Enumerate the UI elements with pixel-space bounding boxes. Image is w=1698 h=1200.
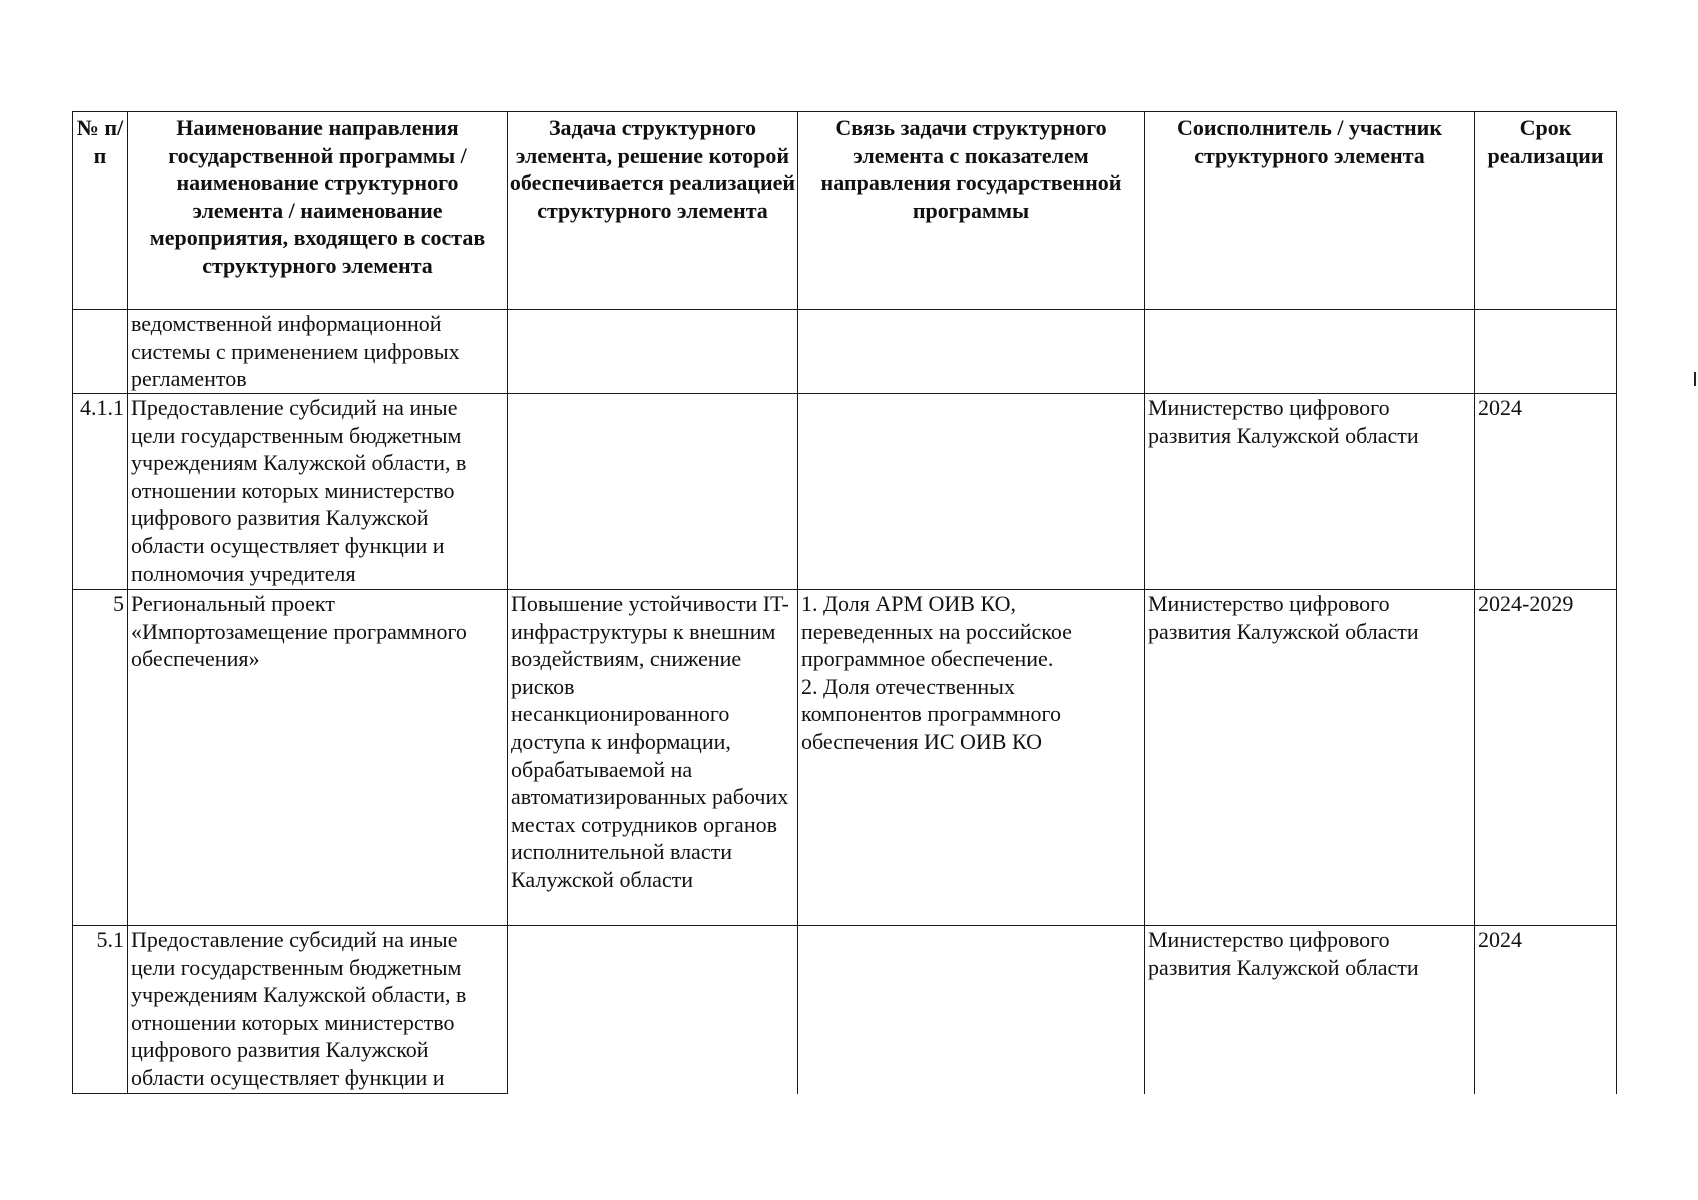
row-term: 2024-2029 xyxy=(1475,590,1617,926)
row-link xyxy=(798,926,1145,1094)
row-link: 1. Доля АРМ ОИВ КО, переведенных на российское программное обеспечение. 2. Доля отечественных компонентов программного обеспечения ИС ОИВ КО xyxy=(798,590,1145,926)
row-term: 2024 xyxy=(1475,394,1617,590)
row-executor: Министерство цифрового развития Калужской области xyxy=(1145,590,1475,926)
row-task xyxy=(508,926,798,1094)
row-name: Предоставление субсидий на иные цели государственным бюджетным учреждениям Калужской области, в отношении которых министерство цифрового развития Калужской области осуществляет функции и полномочия учредителя xyxy=(128,394,508,590)
row-executor xyxy=(1145,310,1475,394)
row-task: Повышение устойчивости IT-инфраструктуры к внешним воздействиям, снижение рисков несанкционированного доступа к информации, обрабатываемой на автоматизированных рабочих местах сотрудников органов исполнительной власти Калужской области xyxy=(508,590,798,926)
table-row xyxy=(73,590,1617,926)
program-table xyxy=(72,111,1617,1094)
row-link xyxy=(798,394,1145,590)
scan-margin-mark xyxy=(1694,372,1696,386)
header-term: Срок реализации xyxy=(1475,112,1617,310)
header-executor: Соисполнитель / участник структурного элемента xyxy=(1145,112,1475,310)
row-executor: Министерство цифрового развития Калужской области xyxy=(1145,394,1475,590)
row-num xyxy=(73,310,128,394)
row-num: 4.1.1 xyxy=(73,394,128,590)
row-name: ведомственной информационной системы с применением цифровых регламентов xyxy=(128,310,508,394)
row-num: 5.1 xyxy=(73,926,128,1094)
row-task xyxy=(508,310,798,394)
header-task: Задача структурного элемента, решение которой обеспечивается реализацией структурного элемента xyxy=(508,112,798,310)
row-link xyxy=(798,310,1145,394)
row-task xyxy=(508,394,798,590)
row-executor: Министерство цифрового развития Калужской области xyxy=(1145,926,1475,1094)
table-row xyxy=(73,310,1617,394)
header-link: Связь задачи структурного элемента с показателем направления государственной программы xyxy=(798,112,1145,310)
table-header-row xyxy=(73,112,1617,310)
header-num: № п/п xyxy=(73,112,128,310)
row-term: 2024 xyxy=(1475,926,1617,1094)
row-name: Предоставление субсидий на иные цели государственным бюджетным учреждениям Калужской области, в отношении которых министерство цифрового развития Калужской области осуществляет функции и xyxy=(128,926,508,1094)
row-name: Региональный проект «Импортозамещение программного обеспечения» xyxy=(128,590,508,926)
row-term xyxy=(1475,310,1617,394)
table-row xyxy=(73,394,1617,590)
header-name: Наименование направления государственной программы / наименование структурного элемента / наименование мероприятия, входящего в состав структурного элемента xyxy=(128,112,508,310)
table-row xyxy=(73,926,1617,1094)
row-num: 5 xyxy=(73,590,128,926)
